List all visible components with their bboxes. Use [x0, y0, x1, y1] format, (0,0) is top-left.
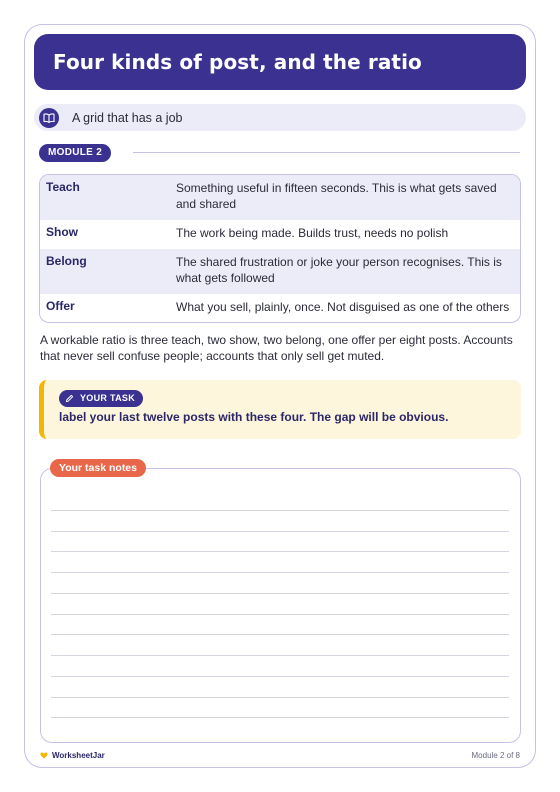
table-definition: The shared frustration or joke your person recognises. This is what gets followed — [176, 255, 502, 285]
divider — [133, 152, 520, 153]
task-badge — [59, 390, 143, 407]
module-badge: MODULE 2 — [39, 144, 111, 162]
ratio-paragraph: A workable ratio is three teach, two show, two belong, one offer per eight posts. Accounts that never sell confuse people; accounts that only sell get muted. — [40, 333, 513, 363]
subtitle-text: A grid that has a job — [72, 110, 183, 125]
notes-label: Your task notes — [50, 459, 146, 477]
note-line — [51, 551, 509, 552]
table-row — [40, 175, 520, 220]
task-instruction: label your last twelve posts with these four. The gap will be obvious. — [59, 410, 449, 424]
table-definition: The work being made. Builds trust, needs no polish — [176, 226, 449, 240]
open-book-icon — [39, 108, 59, 128]
page-title: Four kinds of post, and the ratio — [53, 50, 422, 74]
note-line — [51, 510, 509, 511]
note-line — [51, 697, 509, 698]
heart-icon — [40, 752, 48, 759]
table-term: Teach — [46, 180, 80, 194]
table-term: Show — [46, 225, 78, 239]
note-line — [51, 593, 509, 594]
note-line — [51, 717, 509, 718]
table-term: Offer — [46, 299, 75, 313]
table-row — [40, 220, 520, 249]
note-line — [51, 676, 509, 677]
title-banner — [34, 34, 526, 90]
module-header — [39, 144, 520, 162]
note-line — [51, 634, 509, 635]
pencil-icon — [65, 394, 74, 403]
table-definition: Something useful in fifteen seconds. This is what gets saved and shared — [176, 181, 497, 211]
brand-name: WorksheetJar — [52, 751, 105, 760]
note-line — [51, 572, 509, 573]
page-number: Module 2 of 8 — [471, 751, 520, 760]
note-line — [51, 614, 509, 615]
table-definition: What you sell, plainly, once. Not disguised as one of the others — [176, 300, 510, 314]
footer-brand — [40, 751, 105, 760]
note-line — [51, 655, 509, 656]
task-callout — [39, 380, 521, 439]
table-row — [40, 294, 520, 323]
table-row — [40, 249, 520, 294]
note-line — [51, 531, 509, 532]
task-label: YOUR TASK — [80, 393, 136, 403]
subtitle-bar — [34, 104, 526, 131]
table-term: Belong — [46, 254, 87, 268]
post-types-table — [39, 174, 521, 323]
